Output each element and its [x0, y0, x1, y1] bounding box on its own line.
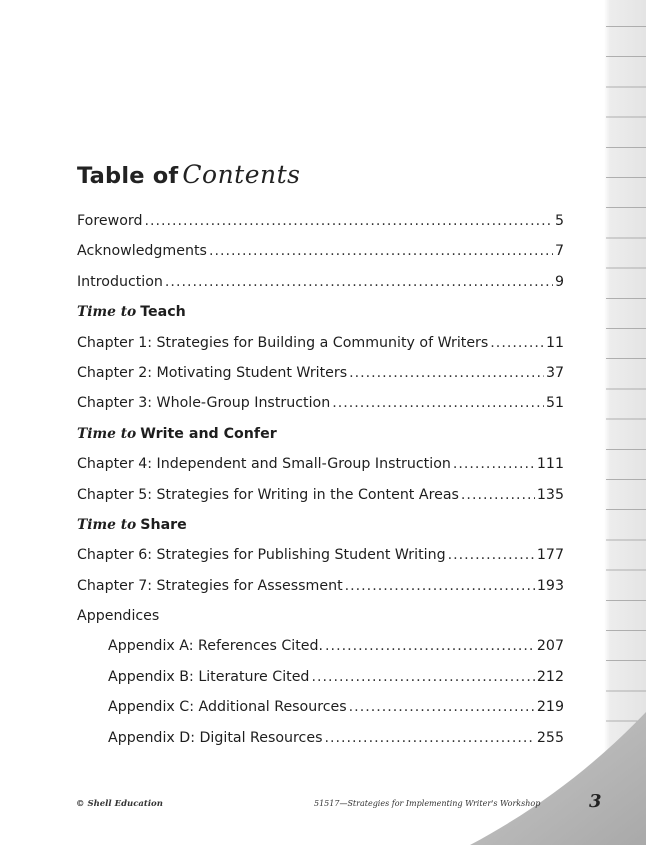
title-main: Table of	[77, 163, 179, 189]
toc-entry-title: Chapter 2: Motivating Student Writers	[77, 364, 348, 381]
footer-book-title: 51517—Strategies for Implementing Writer's Workshop	[314, 799, 541, 808]
toc-entry-title: Appendix B: Literature Cited	[108, 668, 310, 685]
toc-entry-page: 212	[536, 668, 564, 685]
toc-entry	[77, 267, 564, 297]
page-number: 3	[589, 791, 602, 812]
section-title: Teach	[140, 304, 186, 321]
toc-section-heading	[77, 419, 564, 449]
toc-entry-title: Chapter 3: Whole-Group Instruction	[77, 395, 331, 412]
toc-entry	[77, 206, 564, 236]
toc-entry	[77, 358, 564, 388]
toc-entry	[77, 571, 564, 601]
toc-leader-dots	[324, 723, 534, 753]
page-title	[77, 160, 301, 189]
toc-entry	[77, 449, 564, 479]
toc-leader-dots	[461, 480, 535, 510]
toc-section-heading	[77, 297, 564, 327]
section-script-prefix: Time to	[77, 304, 137, 321]
section-script-prefix: Time to	[77, 516, 137, 533]
toc-entry	[77, 692, 564, 722]
toc-entry-page: 177	[536, 547, 564, 564]
toc-entry-page: 5	[554, 213, 564, 229]
toc-entry-page: 7	[554, 243, 564, 260]
toc-entry-title: Chapter 7: Strategies for Assessment	[77, 577, 343, 594]
toc-entry-title: Appendix A: References Cited.	[108, 638, 324, 655]
toc-entry-page: 51	[545, 395, 564, 412]
toc-group-label: Appendices	[77, 608, 160, 625]
toc-entry-title: Chapter 4: Independent and Small-Group Instruction	[77, 456, 451, 473]
toc-leader-dots	[345, 571, 535, 601]
toc-entry-page: 11	[545, 334, 564, 351]
toc-entry-page: 111	[536, 456, 564, 473]
section-title: Write and Confer	[140, 425, 277, 442]
toc-entry-title: Introduction	[77, 273, 163, 290]
toc-entry-page: 207	[536, 638, 564, 655]
toc-entry-page: 9	[554, 273, 564, 290]
toc-entry-title: Chapter 5: Strategies for Writing in the Content Areas	[77, 486, 459, 503]
table-of-contents	[77, 206, 564, 753]
toc-leader-dots	[325, 631, 535, 661]
toc-entry-title: Chapter 1: Strategies for Building a Community of Writers	[77, 334, 489, 351]
toc-leader-dots	[311, 662, 534, 692]
toc-entry	[77, 328, 564, 358]
toc-entry-page: 135	[536, 486, 564, 503]
section-title: Share	[140, 516, 187, 533]
toc-entry	[77, 480, 564, 510]
toc-leader-dots	[453, 449, 535, 479]
toc-entry-page: 219	[536, 699, 564, 716]
toc-entry	[77, 662, 564, 692]
toc-leader-dots	[165, 267, 553, 297]
toc-leader-dots	[209, 236, 553, 266]
toc-entry-title: Foreword	[77, 213, 143, 229]
toc-entry	[77, 631, 564, 661]
toc-entry-page: 193	[536, 577, 564, 594]
toc-entry-title: Acknowledgments	[77, 243, 207, 260]
toc-leader-dots	[490, 328, 544, 358]
toc-entry	[77, 540, 564, 570]
toc-section-heading	[77, 510, 564, 540]
toc-entry-title: Appendix C: Additional Resources	[108, 699, 347, 716]
toc-entry	[77, 723, 564, 753]
title-script: Contents	[182, 160, 301, 189]
toc-entry-title: Appendix D: Digital Resources	[108, 729, 323, 746]
toc-entry-page: 255	[536, 729, 564, 746]
footer-copyright: © Shell Education	[76, 799, 163, 809]
toc-entry	[77, 236, 564, 266]
section-script-prefix: Time to	[77, 425, 137, 442]
toc-leader-dots	[349, 358, 544, 388]
toc-leader-dots	[144, 206, 553, 236]
toc-entry-title: Chapter 6: Strategies for Publishing Student Writing	[77, 547, 446, 564]
toc-entry	[77, 388, 564, 418]
toc-leader-dots	[349, 692, 535, 722]
toc-leader-dots	[448, 540, 535, 570]
toc-entry-page: 37	[545, 364, 564, 381]
toc-leader-dots	[332, 388, 544, 418]
